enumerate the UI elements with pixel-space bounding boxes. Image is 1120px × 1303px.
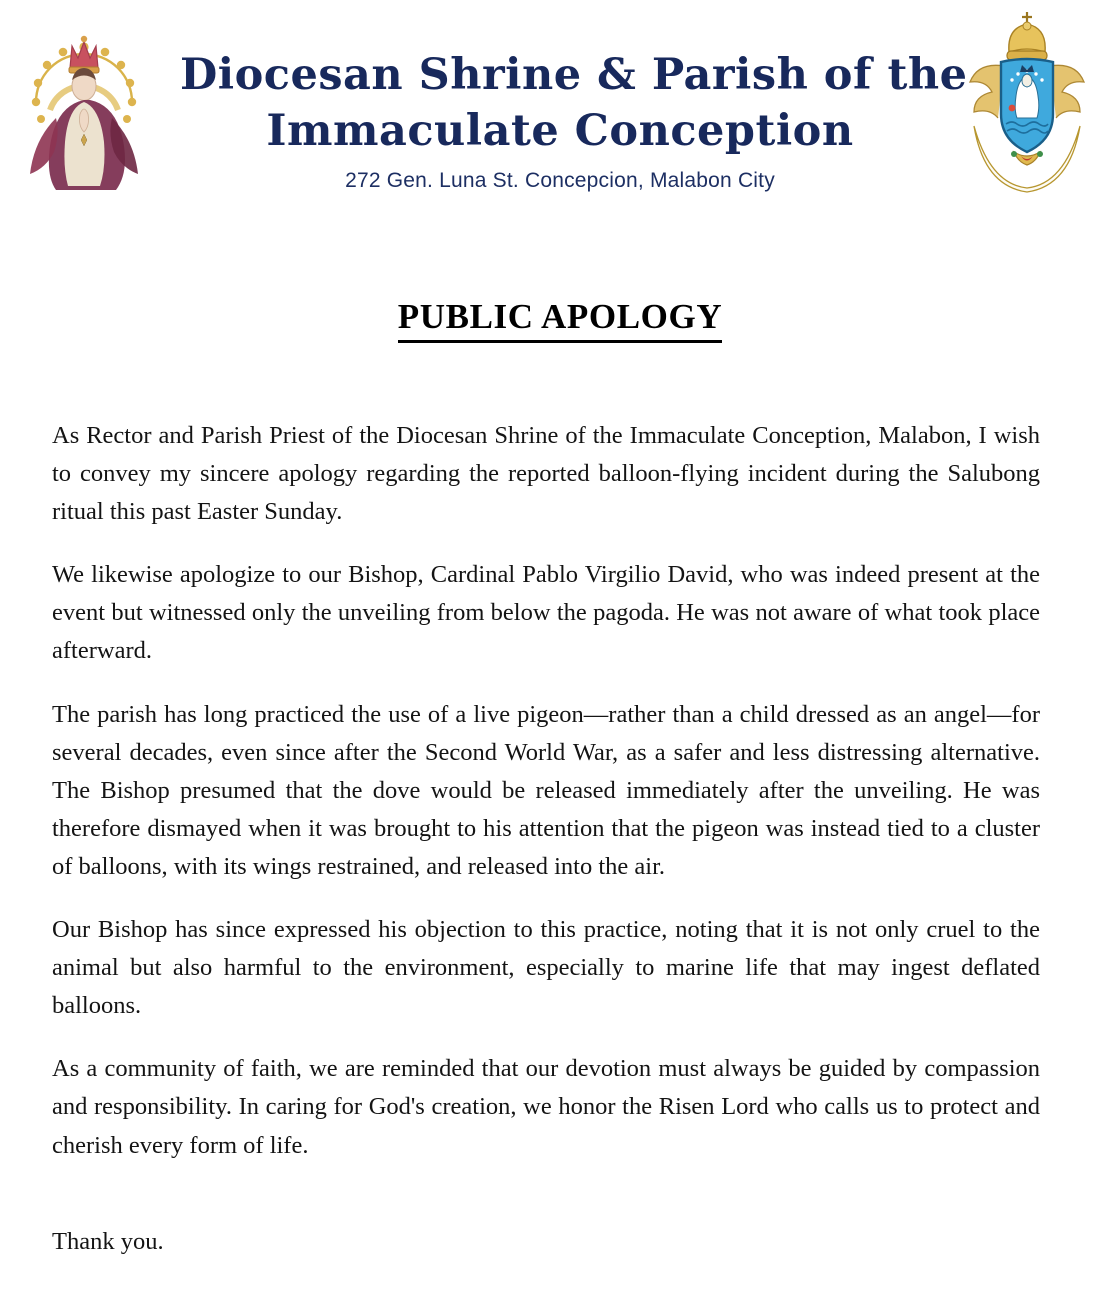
closing-line: Thank you.	[52, 1227, 164, 1255]
parish-title-line-2: Immaculate Conception	[266, 105, 854, 156]
letterhead	[0, 0, 1120, 215]
parish-address: 272 Gen. Luna St. Concepcion, Malabon City	[345, 168, 775, 192]
body-paragraph: The parish has long practiced the use of a live pigeon—rather than a child dressed as an angel—for several decades, even since after the Second World War, as a safer and less distressing alternative. The Bishop presumed that the dove would be released immediately after the unveiling. He was therefore dismayed when it was brought to his attention that the pigeon was instead tied to a cluster of balloons, with its wings restrained, and released into the air.	[52, 700, 1040, 880]
body-paragraph: As Rector and Parish Priest of the Diocesan Shrine of the Immaculate Conception, Malabon, I wish to convey my sincere apology regarding the reported balloon-flying incident during the Salubong ritual this past Easter Sunday.	[52, 422, 1040, 526]
apology-body	[52, 417, 1040, 1261]
page-title-container	[0, 297, 1120, 343]
immaculate-conception-image	[14, 6, 154, 196]
body-paragraph: We likewise apologize to our Bishop, Cardinal Pablo Virgilio David, who was indeed present at the event but witnessed only the unveiling from below the pagoda. He was not aware of what took place afterward.	[52, 561, 1040, 665]
parish-coat-of-arms	[952, 4, 1102, 200]
letterhead-text-block	[180, 48, 968, 193]
page-title: PUBLIC APOLOGY	[398, 297, 722, 343]
parish-title-line-1: Diocesan Shrine & Parish of the	[180, 50, 968, 100]
body-paragraph: As a community of faith, we are reminded that our devotion must always be guided by compassion and responsibility. In caring for God's creation, we honor the Risen Lord who calls us to protect and cherish every form of life.	[52, 1055, 1040, 1159]
body-paragraph: Our Bishop has since expressed his objection to this practice, noting that it is not only cruel to the animal but also harmful to the environment, especially to marine life that may ingest deflated balloons.	[52, 916, 1040, 1020]
